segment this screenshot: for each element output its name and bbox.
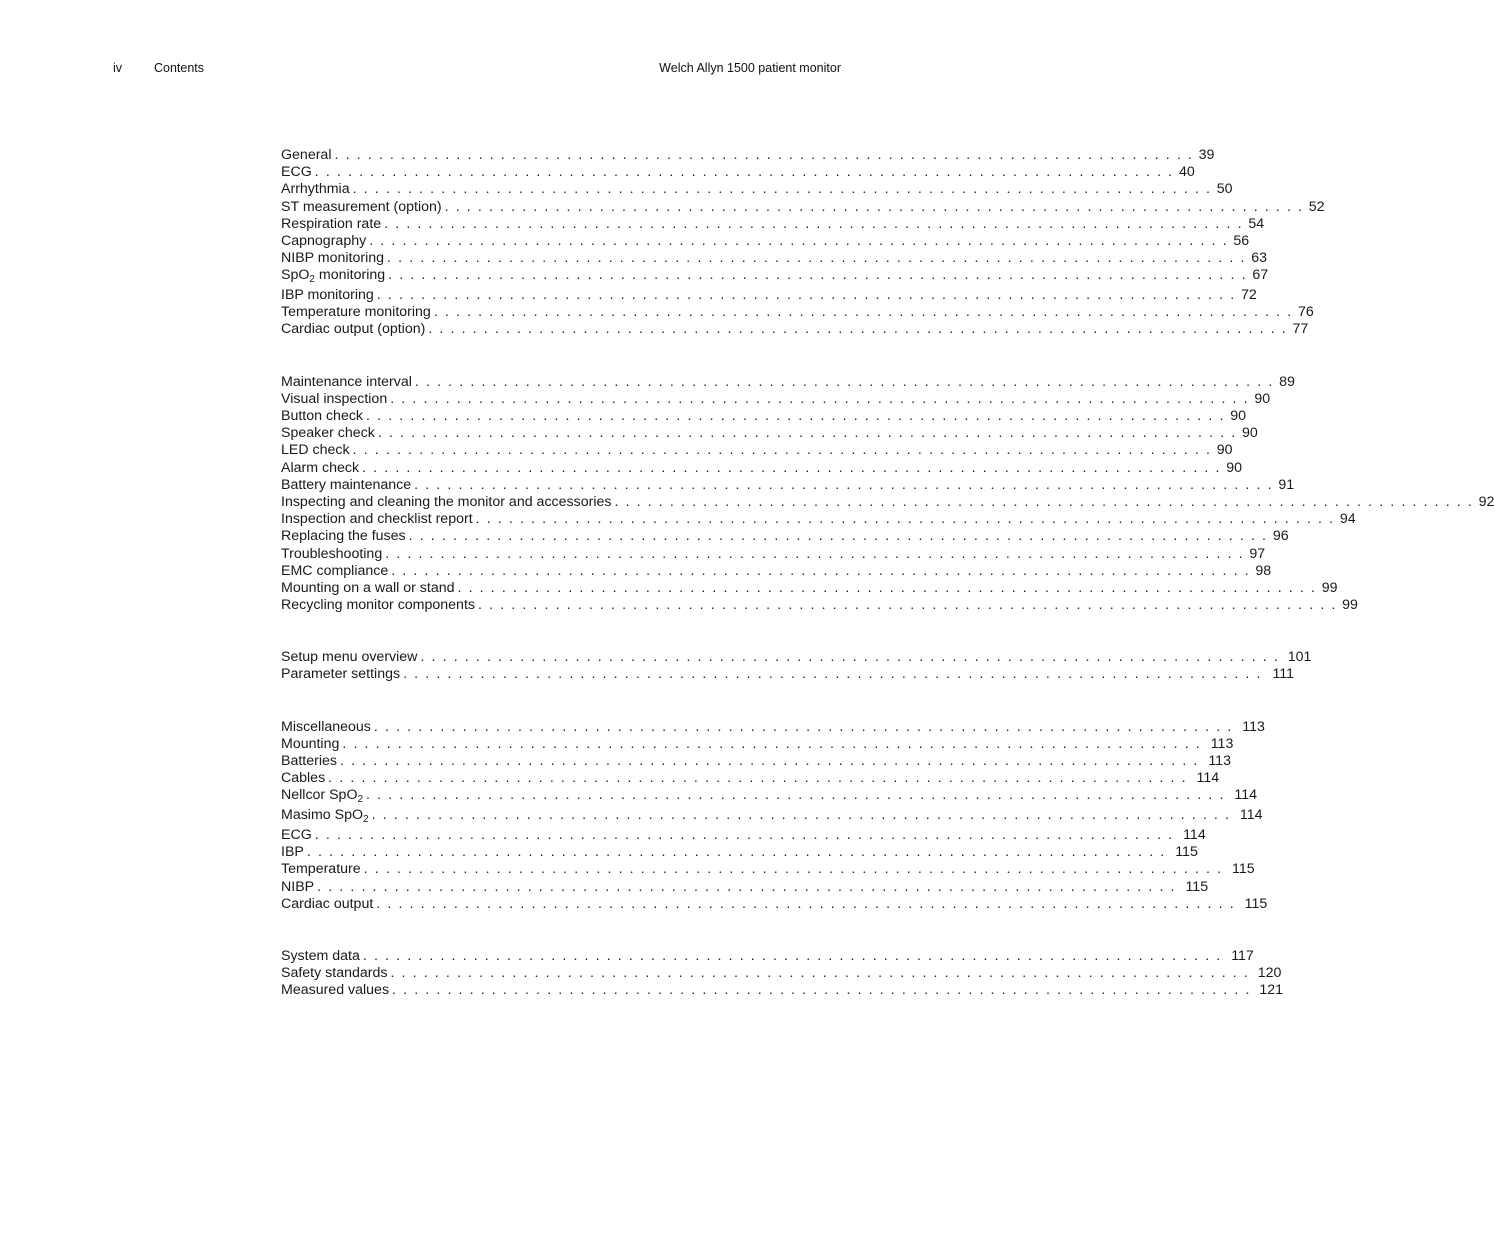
toc-entry-title (281, 391, 387, 408)
toc-group (281, 373, 1494, 615)
toc-entry-page-number: 115 (1185, 878, 1209, 895)
document-title: Welch Allyn 1500 patient monitor (659, 61, 841, 75)
toc-entry-title (281, 827, 312, 844)
toc-entry-page-number: 101 (1287, 649, 1312, 666)
dot-leader: . . . . . . . . . . . . . . . . . . . . . . . . . . . . . . . . . . . . . . . . . . . . . . . . . . . . . . . . . . . . . . . . . . . . . . . . . . . . . . (384, 215, 1244, 232)
toc-entry-title (281, 965, 387, 982)
dot-leader: . . . . . . . . . . . . . . . . . . . . . . . . . . . . . . . . . . . . . . . . . . . . . . . . . . . . . . . . . . . . . . . . . . . . . . . . . . . . . . (328, 770, 1188, 787)
dot-leader: . . . . . . . . . . . . . . . . . . . . . . . . . . . . . . . . . . . . . . . . . . . . . . . . . . . . . . . . . . . . . . . . . . . . . . . . . . . . . . (457, 579, 1317, 596)
toc-entry[interactable] (281, 735, 1234, 753)
toc-entry-title (281, 267, 385, 284)
dot-leader: . . . . . . . . . . . . . . . . . . . . . . . . . . . . . . . . . . . . . . . . . . . . . . . . . . . . . . . . . . . . . . . . . . . . . . . . . . . . . . (428, 321, 1288, 338)
dot-leader: . . . . . . . . . . . . . . . . . . . . . . . . . . . . . . . . . . . . . . . . . . . . . . . . . . . . . . . . . . . . . . . . . . . . . . . . . . . . . . (614, 493, 1474, 510)
dot-leader: . . . . . . . . . . . . . . . . . . . . . . . . . . . . . . . . . . . . . . . . . . . . . . . . . . . . . . . . . . . . . . . . . . . . . . . . . . . . . . (377, 425, 1237, 442)
toc-entry[interactable] (281, 844, 1198, 861)
toc-entry[interactable] (281, 827, 1206, 844)
toc-entry-title (281, 896, 373, 913)
dot-leader: . . . . . . . . . . . . . . . . . . . . . . . . . . . . . . . . . . . . . . . . . . . . . . . . . . . . . . . . . . . . . . . . . . . . . . . . . . . . . . (363, 861, 1223, 878)
toc-entry[interactable] (281, 267, 1269, 287)
toc-entry-title-text: Setup menu overview (281, 649, 418, 666)
toc-entry-title-text: Recycling monitor components (281, 597, 475, 614)
toc-entry-page-number: 91 (1278, 476, 1295, 493)
dot-leader: . . . . . . . . . . . . . . . . . . . . . . . . . . . . . . . . . . . . . . . . . . . . . . . . . . . . . . . . . . . . . . . . . . . . . . . . . . . . . . (334, 147, 1194, 163)
toc-entry[interactable] (281, 459, 1243, 477)
toc-entry[interactable] (281, 164, 1195, 181)
toc-entry[interactable] (281, 895, 1268, 913)
toc-entry[interactable] (281, 982, 1284, 999)
toc-entry-page-number: 115 (1232, 861, 1255, 878)
toc-entry-title (281, 719, 371, 736)
toc-entry-title (281, 304, 431, 321)
toc-entry-title (281, 597, 475, 614)
toc-entry-title (281, 199, 442, 216)
section-title: Contents (154, 61, 205, 75)
toc-entry-title (281, 494, 611, 511)
toc-entry-page-number: 114 (1196, 770, 1220, 787)
toc-entry[interactable] (281, 770, 1220, 787)
toc-entry-title-text: Temperature monitoring (281, 304, 431, 321)
toc-entry-title-text: Masimo SpO (281, 807, 363, 824)
toc-entry-title (281, 861, 361, 878)
toc-entry-page-number: 40 (1178, 164, 1195, 181)
toc-entry[interactable] (281, 861, 1255, 878)
toc-entry-page-number: 99 (1342, 597, 1358, 614)
toc-entry-title-text: Temperature (281, 861, 361, 878)
toc-entry-title-text: Batteries (281, 753, 337, 770)
toc-entry-title (281, 844, 304, 861)
toc-entry-page-number: 113 (1242, 718, 1265, 735)
toc-entry[interactable] (281, 511, 1356, 528)
dot-leader: . . . . . . . . . . . . . . . . . . . . . . . . . . . . . . . . . . . . . . . . . . . . . . . . . . . . . . . . . . . . . . . . . . . . . . . . . . . . . . (371, 807, 1231, 824)
toc-entry-title-text: Battery maintenance (281, 476, 412, 493)
toc-entry-title-text: Nellcor SpO (281, 787, 358, 804)
dot-leader: . . . . . . . . . . . . . . . . . . . . . . . . . . . . . . . . . . . . . . . . . . . . . . . . . . . . . . . . . . . . . . . . . . . . . . . . . . . . . . (477, 597, 1337, 614)
dot-leader: . . . . . . . . . . . . . . . . . . . . . . . . . . . . . . . . . . . . . . . . . . . . . . . . . . . . . . . . . . . . . . . . . . . . . . . . . . . . . . (390, 965, 1250, 982)
toc-entry-title (281, 287, 374, 304)
dot-leader: . . . . . . . . . . . . . . . . . . . . . . . . . . . . . . . . . . . . . . . . . . . . . . . . . . . . . . . . . . . . . . . . . . . . . . . . . . . . . . (352, 181, 1212, 198)
toc-entry-title-text: NIBP monitoring (281, 250, 385, 267)
toc-entry-title-text: Inspecting and cleaning the monitor and accessories (281, 493, 612, 510)
dot-leader: . . . . . . . . . . . . . . . . . . . . . . . . . . . . . . . . . . . . . . . . . . . . . . . . . . . . . . . . . . . . . . . . . . . . . . . . . . . . . . (352, 442, 1212, 459)
dot-leader: . . . . . . . . . . . . . . . . . . . . . . . . . . . . . . . . . . . . . . . . . . . . . . . . . . . . . . . . . . . . . . . . . . . . . . . . . . . . . . (376, 287, 1236, 304)
dot-leader: . . . . . . . . . . . . . . . . . . . . . . . . . . . . . . . . . . . . . . . . . . . . . . . . . . . . . . . . . . . . . . . . . . . . . . . . . . . . . . (392, 982, 1252, 999)
toc-entry-page-number: 114 (1239, 807, 1263, 824)
toc-entry-page-number: 77 (1292, 321, 1309, 338)
toc-entry[interactable] (281, 718, 1265, 736)
toc-entry-title-text: Measured values (281, 982, 390, 999)
dot-leader: . . . . . . . . . . . . . . . . . . . . . . . . . . . . . . . . . . . . . . . . . . . . . . . . . . . . . . . . . . . . . . . . . . . . . . . . . . . . . . (391, 562, 1251, 579)
toc-entry[interactable] (281, 649, 1312, 666)
toc-entry-page-number: 120 (1257, 965, 1282, 982)
toc-entry-page-number: 52 (1308, 198, 1325, 215)
toc-entry[interactable] (281, 215, 1265, 233)
toc-entry-title (281, 181, 350, 198)
toc-entry-title (281, 147, 331, 164)
toc-entry-title (281, 528, 406, 545)
toc-entry[interactable] (281, 528, 1289, 545)
toc-entry[interactable] (281, 878, 1209, 896)
toc-entry-title (281, 879, 314, 896)
toc-entry-page-number: 99 (1321, 579, 1338, 596)
dot-leader: . . . . . . . . . . . . . . . . . . . . . . . . . . . . . . . . . . . . . . . . . . . . . . . . . . . . . . . . . . . . . . . . . . . . . . . . . . . . . . (390, 390, 1250, 407)
dot-leader: . . . . . . . . . . . . . . . . . . . . . . . . . . . . . . . . . . . . . . . . . . . . . . . . . . . . . . . . . . . . . . . . . . . . . . . . . . . . . . (444, 198, 1304, 215)
dot-leader: . . . . . . . . . . . . . . . . . . . . . . . . . . . . . . . . . . . . . . . . . . . . . . . . . . . . . . . . . . . . . . . . . . . . . . . . . . . . . . (414, 476, 1274, 493)
toc-entry-page-number: 39 (1198, 147, 1215, 163)
toc-entry-page-number: 90 (1226, 459, 1243, 476)
toc-entry-page-number: 94 (1339, 511, 1356, 528)
toc-entry[interactable] (281, 947, 1254, 965)
toc-entry[interactable] (281, 965, 1282, 982)
toc-entry[interactable] (281, 198, 1325, 216)
toc-entry[interactable] (281, 579, 1338, 597)
dot-leader: . . . . . . . . . . . . . . . . . . . . . . . . . . . . . . . . . . . . . . . . . . . . . . . . . . . . . . . . . . . . . . . . . . . . . . . . . . . . . . (373, 718, 1233, 735)
toc-entry-page-number: 63 (1251, 250, 1268, 267)
toc-entry-title (281, 563, 388, 580)
dot-leader: . . . . . . . . . . . . . . . . . . . . . . . . . . . . . . . . . . . . . . . . . . . . . . . . . . . . . . . . . . . . . . . . . . . . . . . . . . . . . . (362, 459, 1222, 476)
toc-entry-title-text: NIBP (281, 878, 315, 895)
toc-entry[interactable] (281, 787, 1258, 807)
toc-entry-title (281, 948, 360, 965)
toc-entry[interactable] (281, 545, 1266, 563)
toc-entry-title-text: IBP monitoring (281, 287, 374, 304)
toc-entry[interactable] (281, 442, 1233, 459)
toc-entry-page-number: 89 (1279, 373, 1295, 390)
page-header (113, 59, 841, 77)
toc-entry-title (281, 233, 366, 250)
toc-entry-page-number: 114 (1234, 787, 1258, 804)
toc-entry-title-text: Replacing the fuses (281, 528, 406, 545)
toc-entry-title (281, 787, 363, 804)
toc-entry-page-number: 115 (1244, 895, 1268, 912)
dot-leader: . . . . . . . . . . . . . . . . . . . . . . . . . . . . . . . . . . . . . . . . . . . . . . . . . . . . . . . . . . . . . . . . . . . . . . . . . . . . . . (376, 895, 1236, 912)
toc-entry[interactable] (281, 425, 1258, 442)
dot-leader: . . . . . . . . . . . . . . . . . . . . . . . . . . . . . . . . . . . . . . . . . . . . . . . . . . . . . . . . . . . . . . . . . . . . . . . . . . . . . . (414, 373, 1274, 390)
toc-entry-title-text: Parameter settings (281, 666, 401, 683)
toc-entry-page-number: 98 (1255, 562, 1272, 579)
toc-entry-title-suffix: monitoring (314, 267, 386, 284)
toc-entry-title-text: Alarm check (281, 459, 360, 476)
dot-leader: . . . . . . . . . . . . . . . . . . . . . . . . . . . . . . . . . . . . . . . . . . . . . . . . . . . . . . . . . . . . . . . . . . . . . . . . . . . . . . (342, 735, 1202, 752)
toc-entry-title (281, 425, 375, 442)
toc-entry[interactable] (281, 321, 1309, 338)
dot-leader: . . . . . . . . . . . . . . . . . . . . . . . . . . . . . . . . . . . . . . . . . . . . . . . . . . . . . . . . . . . . . . . . . . . . . . . . . . . . . . (362, 947, 1222, 964)
toc-entry-page-number: 56 (1233, 232, 1250, 249)
toc-entry-title-text: ECG (281, 827, 312, 844)
toc-entry[interactable] (281, 493, 1494, 511)
toc-entry[interactable] (281, 181, 1233, 198)
toc-entry-title (281, 982, 389, 999)
toc-entry-page-number: 121 (1259, 982, 1284, 999)
dot-leader: . . . . . . . . . . . . . . . . . . . . . . . . . . . . . . . . . . . . . . . . . . . . . . . . . . . . . . . . . . . . . . . . . . . . . . . . . . . . . . (387, 250, 1247, 267)
dot-leader: . . . . . . . . . . . . . . . . . . . . . . . . . . . . . . . . . . . . . . . . . . . . . . . . . . . . . . . . . . . . . . . . . . . . . . . . . . . . . . (433, 304, 1293, 321)
toc-entry-title-text: Troubleshooting (281, 545, 383, 562)
dot-leader: . . . . . . . . . . . . . . . . . . . . . . . . . . . . . . . . . . . . . . . . . . . . . . . . . . . . . . . . . . . . . . . . . . . . . . . . . . . . . . (366, 408, 1225, 425)
toc-entry-title-text: Arrhythmia (281, 181, 350, 198)
toc-entry[interactable] (281, 147, 1215, 164)
toc-entry-subscript: 2 (357, 794, 364, 806)
toc-entry-page-number: 113 (1208, 753, 1231, 770)
toc-entry-title-text: Speaker check (281, 425, 375, 442)
toc-entry-page-number: 90 (1230, 408, 1246, 425)
toc-entry-page-number: 50 (1216, 181, 1233, 198)
toc-entry-title (281, 216, 381, 233)
toc-entry-title (281, 164, 312, 181)
toc-entry-subscript: 2 (309, 274, 315, 286)
toc-entry-title-text: Mounting on a wall or stand (281, 579, 455, 596)
toc-entry-title-text: Respiration rate (281, 215, 382, 232)
toc-entry-title (281, 546, 382, 563)
toc-entry[interactable] (281, 304, 1314, 321)
toc-entry-title (281, 374, 412, 391)
toc-entry-title-text: IBP (281, 844, 304, 861)
toc-entry-title (281, 321, 425, 338)
toc-entry[interactable] (281, 753, 1231, 770)
page-number: iv (113, 61, 123, 75)
toc-entry-title-text: Button check (281, 408, 364, 425)
toc-entry[interactable] (281, 287, 1257, 304)
toc-entry-title (281, 666, 400, 683)
toc-entry-title-text: Inspection and checklist report (281, 511, 473, 528)
toc-entry-subscript: 2 (363, 814, 369, 826)
toc-entry-title (281, 736, 339, 753)
toc-entry-page-number: 90 (1254, 390, 1271, 407)
dot-leader: . . . . . . . . . . . . . . . . . . . . . . . . . . . . . . . . . . . . . . . . . . . . . . . . . . . . . . . . . . . . . . . . . . . . . . . . . . . . . . (366, 787, 1226, 804)
toc-entry-title-text: System data (281, 947, 360, 964)
dot-leader: . . . . . . . . . . . . . . . . . . . . . . . . . . . . . . . . . . . . . . . . . . . . . . . . . . . . . . . . . . . . . . . . . . . . . . . . . . . . . . (306, 844, 1166, 861)
toc-group (281, 649, 1312, 683)
toc-entry[interactable] (281, 408, 1246, 425)
toc-entry-page-number: 97 (1249, 545, 1266, 562)
toc-entry-page-number: 96 (1272, 528, 1289, 545)
dot-leader: . . . . . . . . . . . . . . . . . . . . . . . . . . . . . . . . . . . . . . . . . . . . . . . . . . . . . . . . . . . . . . . . . . . . . . . . . . . . . . (388, 267, 1248, 284)
toc-entry-title-text: ECG (281, 164, 312, 181)
toc-entry-title-text: Cardiac output (281, 895, 374, 912)
toc-entry-title (281, 770, 325, 787)
toc-entry-title (281, 408, 363, 425)
toc-entry-title-text: Safety standards (281, 965, 388, 982)
dot-leader: . . . . . . . . . . . . . . . . . . . . . . . . . . . . . . . . . . . . . . . . . . . . . . . . . . . . . . . . . . . . . . . . . . . . . . . . . . . . . . (317, 878, 1177, 895)
toc-entry-page-number: 76 (1298, 304, 1314, 321)
toc-entry-title-text: Capnography (281, 232, 367, 249)
toc-group (281, 147, 1325, 339)
toc-entry-title (281, 511, 473, 528)
toc-entry-title (281, 649, 417, 666)
dot-leader: . . . . . . . . . . . . . . . . . . . . . . . . . . . . . . . . . . . . . . . . . . . . . . . . . . . . . . . . . . . . . . . . . . . . . . . . . . . . . . (420, 649, 1280, 666)
toc-entry-title-text: Cables (281, 770, 326, 787)
toc-entry-title-text: ST measurement (option) (281, 198, 442, 215)
toc-entry-title-text: General (281, 147, 332, 163)
dot-leader: . . . . . . . . . . . . . . . . . . . . . . . . . . . . . . . . . . . . . . . . . . . . . . . . . . . . . . . . . . . . . . . . . . . . . . . . . . . . . . (314, 827, 1174, 844)
toc-entry-page-number: 114 (1183, 827, 1206, 844)
toc-entry-page-number: 111 (1272, 666, 1295, 683)
toc-entry-title (281, 442, 350, 459)
toc-entry-title-text: Maintenance interval (281, 373, 412, 390)
toc-entry-page-number: 115 (1175, 844, 1198, 861)
toc-entry-title-text: Mounting (281, 735, 340, 752)
toc-entry[interactable] (281, 232, 1250, 250)
toc-entry[interactable] (281, 373, 1295, 391)
dot-leader: . . . . . . . . . . . . . . . . . . . . . . . . . . . . . . . . . . . . . . . . . . . . . . . . . . . . . . . . . . . . . . . . . . . . . . . . . . . . . . (369, 232, 1229, 249)
dot-leader: . . . . . . . . . . . . . . . . . . . . . . . . . . . . . . . . . . . . . . . . . . . . . . . . . . . . . . . . . . . . . . . . . . . . . . . . . . . . . . (408, 528, 1268, 545)
toc-entry-title-text: LED check (281, 442, 350, 459)
toc-entry-title (281, 250, 384, 267)
toc-entry-page-number: 92 (1478, 493, 1494, 510)
dot-leader: . . . . . . . . . . . . . . . . . . . . . . . . . . . . . . . . . . . . . . . . . . . . . . . . . . . . . . . . . . . . . . . . . . . . . . . . . . . . . . (314, 164, 1174, 181)
toc-entry-page-number: 90 (1242, 425, 1258, 442)
toc-entry-page-number: 54 (1248, 215, 1265, 232)
toc-entry[interactable] (281, 597, 1358, 614)
toc-group (281, 947, 1284, 1000)
toc-entry-page-number: 117 (1231, 947, 1254, 964)
dot-leader: . . . . . . . . . . . . . . . . . . . . . . . . . . . . . . . . . . . . . . . . . . . . . . . . . . . . . . . . . . . . . . . . . . . . . . . . . . . . . . (403, 666, 1263, 683)
dot-leader: . . . . . . . . . . . . . . . . . . . . . . . . . . . . . . . . . . . . . . . . . . . . . . . . . . . . . . . . . . . . . . . . . . . . . . . . . . . . . . (340, 753, 1199, 770)
toc-entry-page-number: 72 (1240, 287, 1257, 304)
toc-entry-title-text: Cardiac output (option) (281, 321, 426, 338)
toc-entry-title (281, 807, 369, 824)
toc-entry-title-text: Miscellaneous (281, 718, 371, 735)
toc-group (281, 718, 1268, 913)
toc-entry-page-number: 90 (1216, 442, 1233, 459)
toc-entry[interactable] (281, 666, 1295, 683)
toc-entry-title-text: Visual inspection (281, 390, 388, 407)
toc-entry[interactable] (281, 476, 1295, 494)
toc-entry[interactable] (281, 250, 1268, 267)
dot-leader: . . . . . . . . . . . . . . . . . . . . . . . . . . . . . . . . . . . . . . . . . . . . . . . . . . . . . . . . . . . . . . . . . . . . . . . . . . . . . . (475, 511, 1335, 528)
toc-entry-page-number: 113 (1210, 735, 1234, 752)
toc-entry-title (281, 753, 337, 770)
toc-entry-title-text: EMC compliance (281, 562, 389, 579)
toc-entry[interactable] (281, 807, 1263, 827)
toc-entry-title (281, 477, 411, 494)
toc-entry-title (281, 580, 455, 597)
table-of-contents (281, 147, 1494, 1035)
toc-entry-title (281, 460, 359, 477)
toc-entry-title-text: SpO (281, 267, 310, 284)
toc-entry-page-number: 67 (1252, 267, 1269, 284)
dot-leader: . . . . . . . . . . . . . . . . . . . . . . . . . . . . . . . . . . . . . . . . . . . . . . . . . . . . . . . . . . . . . . . . . . . . . . . . . . . . . . (385, 545, 1245, 562)
toc-entry[interactable] (281, 390, 1271, 408)
toc-entry[interactable] (281, 562, 1272, 580)
